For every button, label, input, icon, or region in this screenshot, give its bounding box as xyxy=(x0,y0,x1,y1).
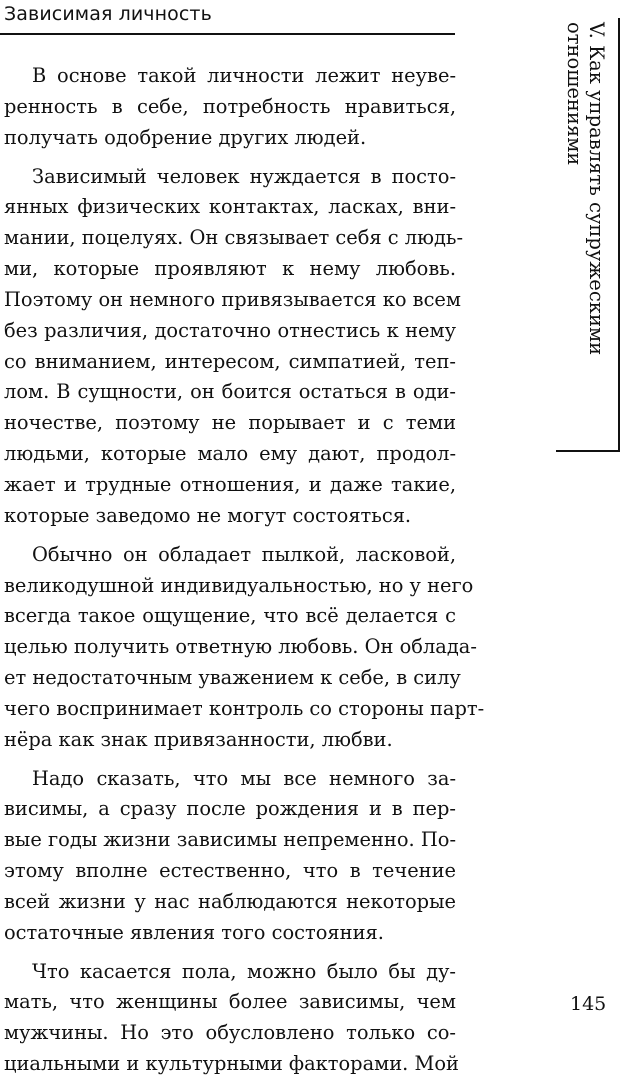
paragraph-5 xyxy=(4,957,459,1080)
text-line: великодушной индивидуальностью, но у него xyxy=(4,573,474,597)
text-line: ми, которые проявляют к нему любовь. xyxy=(4,257,456,281)
text-line: В основе такой личности лежит неуве- xyxy=(32,64,456,87)
text-line: Что касается пола, можно было бы ду- xyxy=(32,959,456,983)
paragraph-1 xyxy=(4,61,456,154)
text-line: жает и трудные отношения, и даже такие, xyxy=(4,472,456,496)
paragraph-3 xyxy=(4,540,485,756)
page-number: 145 xyxy=(570,993,607,1015)
text-line: янных физических контактах, ласках, вни- xyxy=(4,195,456,219)
text-line: мужчины. Но это обусловлено только со- xyxy=(4,1021,456,1045)
paragraph-4 xyxy=(4,764,456,949)
text-line: Зависимый человек нуждается в посто- xyxy=(32,164,456,188)
chapter-title-line-2: отношениями xyxy=(563,22,586,166)
text-line: чего воспринимает контроль со стороны парт- xyxy=(4,696,485,720)
chapter-title xyxy=(563,22,607,355)
text-line: без различия, достаточно отнестись к нему xyxy=(4,318,456,342)
text-line: мать, что женщины более зависимы, чем xyxy=(4,990,456,1014)
text-line: ренность в себе, потребность нравиться, xyxy=(4,94,456,118)
text-line: ночестве, поэтому не порывает и с теми xyxy=(4,411,456,435)
text-line: Обычно он обладает пылкой, ласковой, xyxy=(32,542,456,566)
text-line: Надо сказать, что мы все немного за- xyxy=(32,766,456,790)
header-rule xyxy=(0,33,455,35)
text-line: всегда такое ощущение, что всё делается с xyxy=(4,604,456,628)
paragraph-2 xyxy=(4,162,464,532)
text-line: нёра как знак привязанности, любви. xyxy=(4,727,393,751)
text-line: лом. В сущности, он боится остаться в оди- xyxy=(4,380,456,404)
text-line: Поэтому он немного привязывается ко всем xyxy=(4,287,461,311)
text-line: всей жизни у нас наблюдаются некоторые xyxy=(4,889,456,913)
body-text xyxy=(4,61,485,1080)
text-line: ет недостаточным уважением к себе, в силу xyxy=(4,666,461,690)
text-line: получать одобрение других людей. xyxy=(4,125,367,149)
text-line: остаточные явления того состояния. xyxy=(4,920,384,944)
text-line: висимы, а сразу после рождения и в пер- xyxy=(4,797,456,821)
chapter-title-line-1: V. Как управлять супружескими xyxy=(585,22,608,356)
text-line: циальными и культурными факторами. Мой xyxy=(4,1052,459,1076)
text-line: со вниманием, интересом, симпатией, теп- xyxy=(4,349,456,373)
text-line: целью получить ответную любовь. Он облада- xyxy=(4,635,477,659)
text-line: этому вполне естественно, что в течение xyxy=(4,859,456,883)
text-line: вые годы жизни зависимы непременно. По- xyxy=(4,828,456,852)
text-line: людьми, которые мало ему дают, продол- xyxy=(4,442,456,466)
text-line: мании, поцелуях. Он связывает себя с людь- xyxy=(4,226,464,250)
running-head: Зависимая личность xyxy=(4,3,212,25)
text-line: которые заведомо не могут состояться. xyxy=(4,503,412,527)
